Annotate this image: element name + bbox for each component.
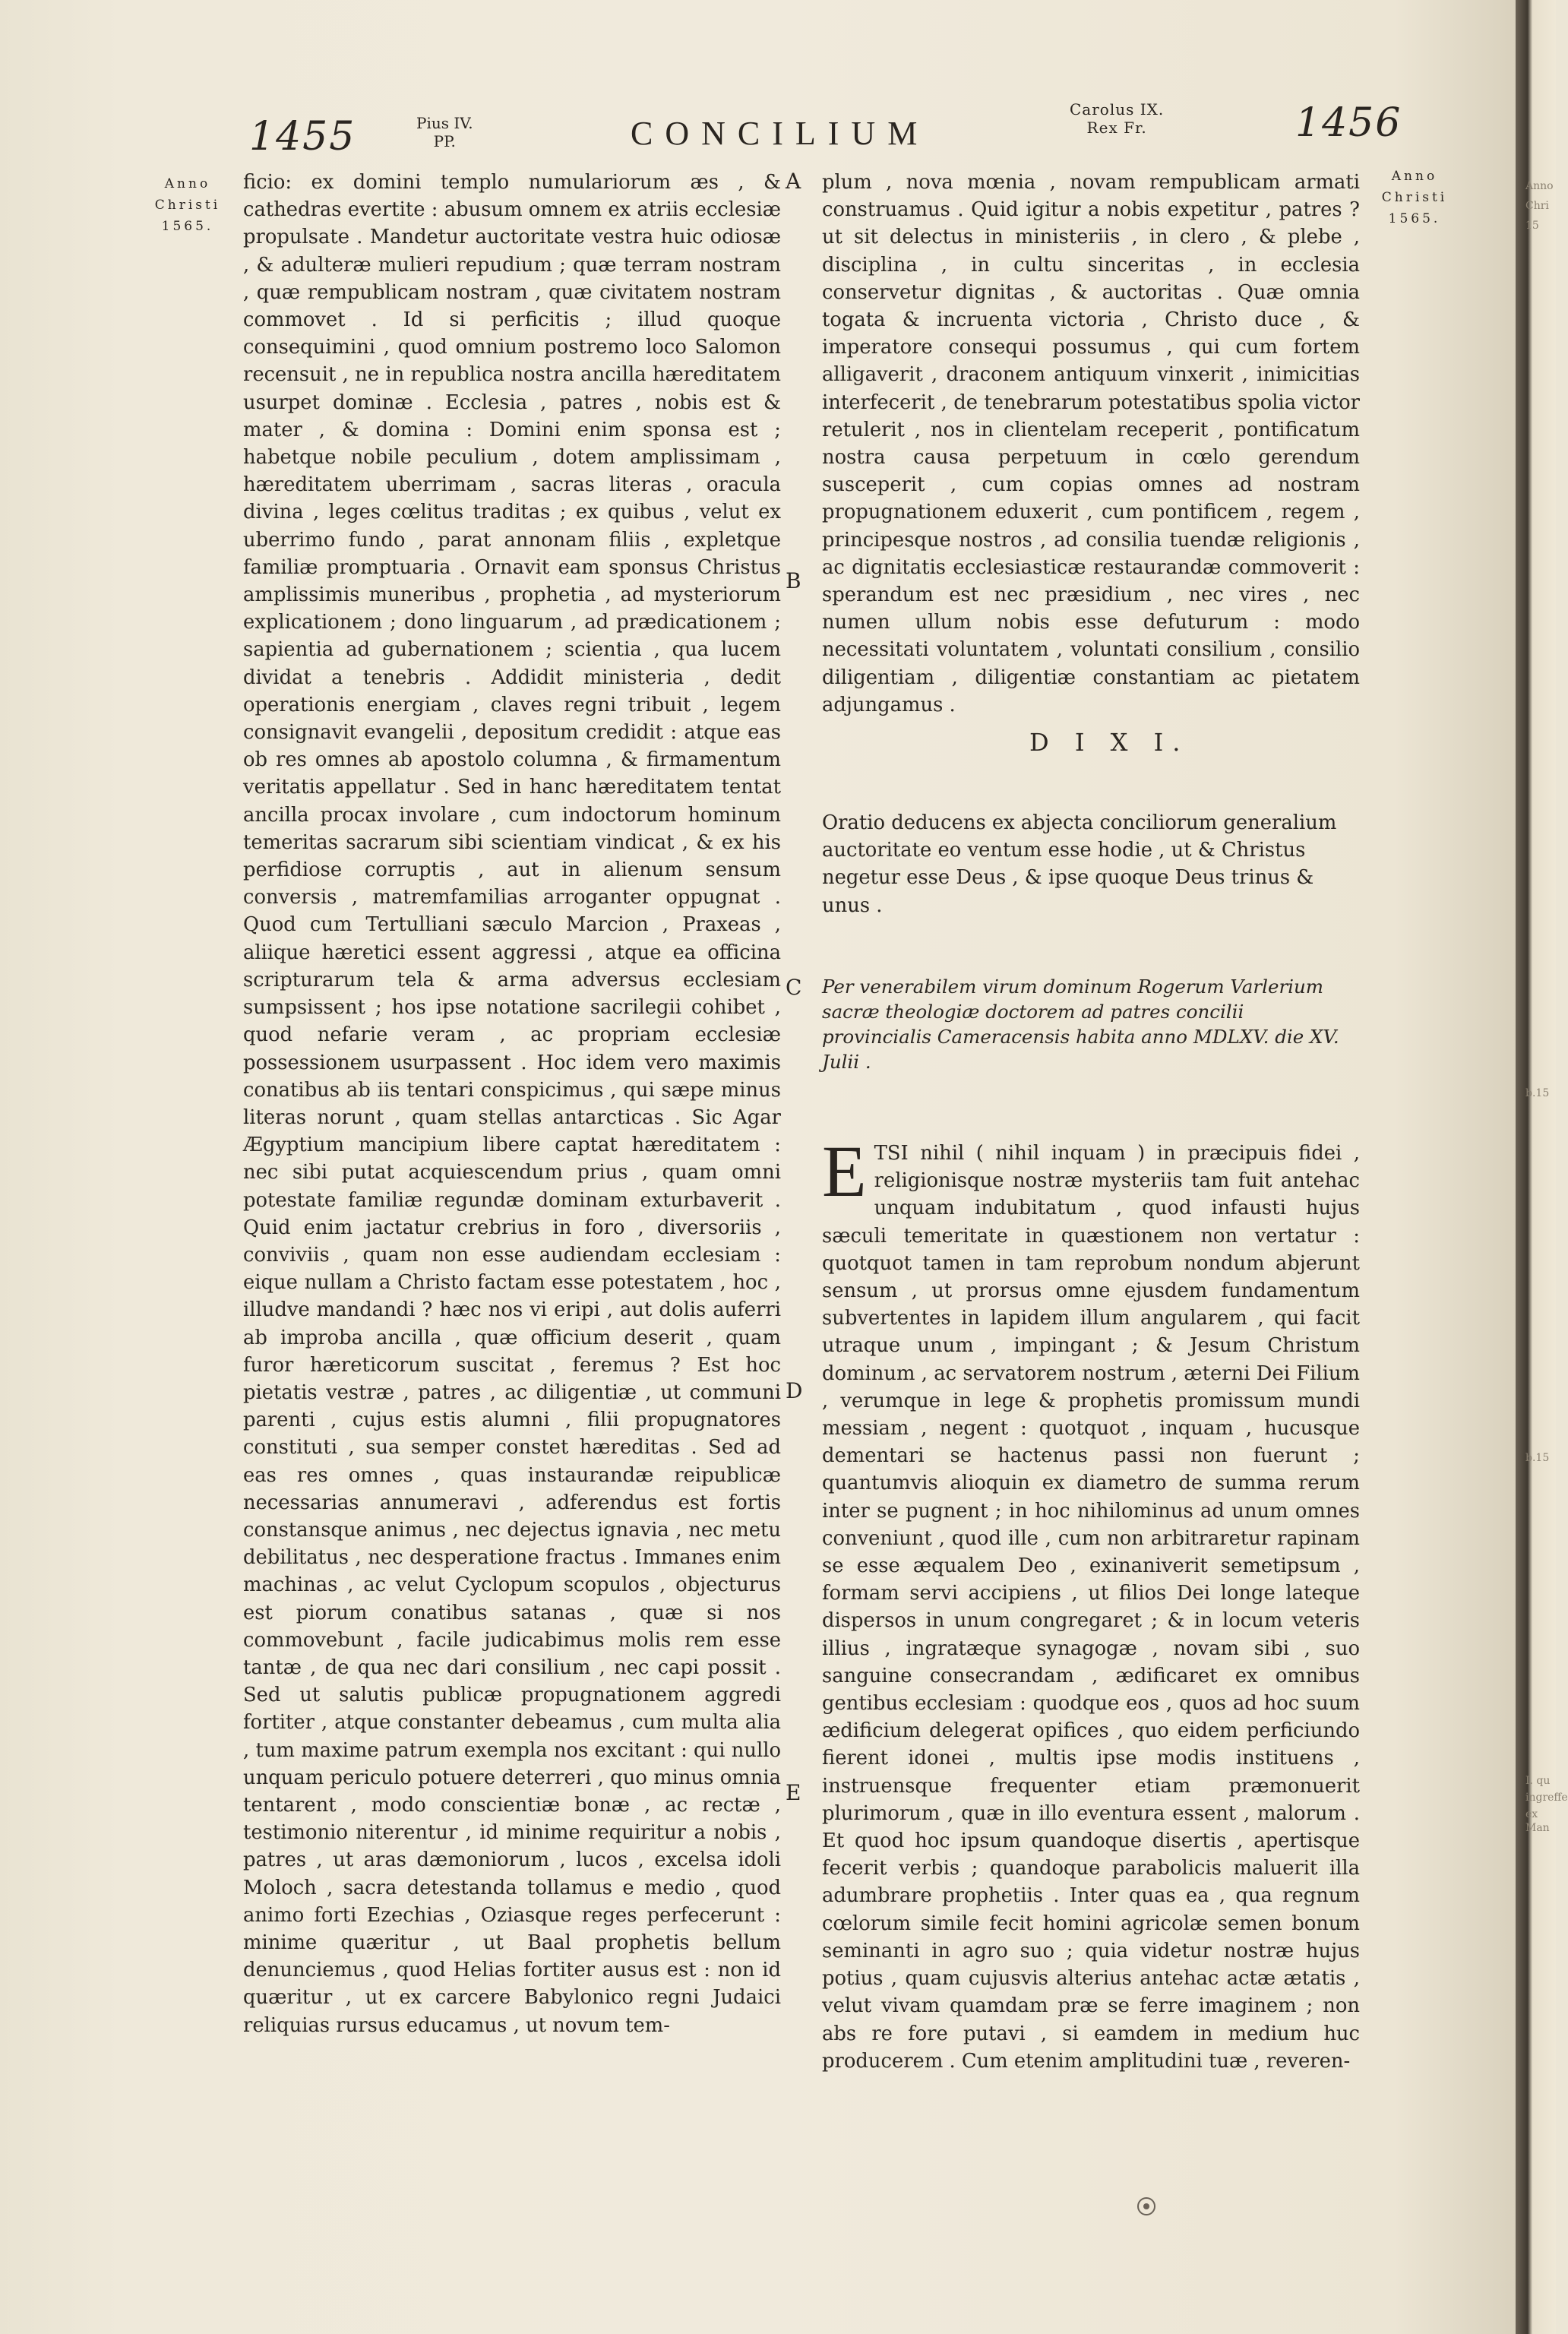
oration-summary: Oratio deducens ex abjecta conciliorum generalium auctoritate eo ventum esse hodie , ut & Christus negetur esse Deus , & ipse quoque Deus trinus & unus . (822, 811, 1337, 917)
bleed-anno: Anno (1525, 180, 1554, 192)
king-title: Rex Fr. (1086, 119, 1147, 137)
section-marker-e: E (786, 1780, 801, 1805)
section-marker-b: B (786, 568, 801, 593)
bleed-note-2: b.15 (1525, 1452, 1550, 1464)
bleed-year: 15 (1525, 220, 1539, 232)
section-marker-c: C (786, 975, 802, 1000)
margin-note-left (131, 173, 245, 237)
margin-left-anno: Anno (164, 176, 211, 191)
left-column (243, 169, 781, 2039)
oration-body-text: TSI nihil ( nihil inquam ) in præcipuis fidei , religionisque nostræ mysteriis tam fuit antehac unquam indubitatum , quod infausti hujus sæculi temeritate in quæstionem non vertatur : quotquot tamen in tam reprobum nondum abjerunt sensum , ut prorsus omne ejusdem fundamentum subvertentes in lapidem illum angularem , qui facit utraque unum , impingant ; & Jesum Christum dominum , ac servatorem nostrum , æterni Dei Filium , verumque in lege & prophetis promissum mundi messiam , negent : quotquot , inquam , hucusque dementari se hactenus passi non fuerunt ; quantumvis alioquin ex diametro de summa rerum inter se pugnent ; in hoc nihilominus ad unum omnes conveniunt , quod ille , cum non arbitraretur rapinam se esse æqualem Deo , exinaniverit semetipsum , formam servi accipiens , ut filios Dei longe lateque dispersos in unum congregaret ; & in locum veteris illius , ingratæque synagogæ , novam sibi , suo sanguine consecrandam , ædificaret ex omnibus gentibus ecclesiam : quodque eos , quos ad hoc suum ædificium delegerat opifices , quo eidem perficiundo fierent idonei , multis ipse modis instituens , instruensque frequenter etiam præmonuerit plurimorum , quæ in illo eventura essent , malorum . Et quod hoc ipsum quandoque disertis , apertisque fecerit verbis ; quandoque parabolicis maluerit illa adumbrare prophetiis . Inter quas ea , qua regnum cœlorum simile fecit homini agricolæ semen bonum seminanti in agro suo ; quia videtur nostræ hujus potius , quam cujusvis alterius antehac actæ ætatis , velut vivam quamdam præ se ferre imaginem ; non abs re fore putavi , si eamdem in medium huc producerem . Cum etenim amplitudini tuæ , reveren- (822, 1142, 1360, 2073)
dixi-heading: D I X I. (1029, 728, 1190, 757)
running-head-king (1070, 100, 1164, 137)
bleed-note-3: I. qu (1525, 1775, 1551, 1787)
oration-heading: Per venerabilem virum dominum Rogerum Varlerium sacræ theologiæ doctorem ad patres concilii provincialis Cameracensis habita anno MDLXV. die XV. Julii . (822, 976, 1339, 1073)
running-title: CONCILIUM (631, 115, 930, 152)
margin-left-year: 1565. (161, 219, 214, 234)
left-column-text: ficio: ex domini templo numulariorum æs , & cathedras evertite : abusum omnem ex atriis ecclesiæ propulsate . Mandetur auctoritate vestra huic odiosæ , & adulteræ mulieri repudium ; quæ terram nostram , quæ rempublicam nostram , quæ civitatem nostram commovet . Id si perficitis ; illud quoque consequimini , quod omnium postremo loco Salomon recensuit , ne in republica nostra ancilla hæreditatem usurpet dominæ . Ecclesia , patres , nobis est & mater , & domina : Domini enim sponsa est ; habetque nobile peculium , dotem amplissimam , hæreditatem uberrimam , sacras literas , oracula divina , leges cœlitus traditas ; ex quibus , velut ex uberrimo fundo , parat annonam filiis , expletque familiæ promptuaria . Ornavit eam sponsus Christus amplissimis muneribus , prophetia , ad mysteriorum explicationem ; dono linguarum , ad prædicationem ; sapientia ad gubernationem ; scientia , qua lucem dividat a tenebris . Addidit ministeria , dedit operationis energiam , claves regni tribuit , legem consignavit evangelii , depositum credidit : atque eas ob res omnes ab apostolo columna , & firmamentum veritatis appellatur . Sed in hanc hæreditatem tentat ancilla procax involare , cum indoctorum hominum temeritas sacrarum sibi scientiam vindicat , & ex his perfidiose corruptis , aut in alienum sensum conversis , matremfamilias arroganter oppugnat . Quod cum Tertulliani sæculo Marcion , Praxeas , aliique hæretici essent aggressi , atque ea officina scripturarum tela & arma adversus ecclesiam sumpsissent ; hos ipse notatione sacrilegii cohibet , quod nefarie veram , ac propriam ecclesiæ possessionem usurpassent . Hoc idem vero maximis conatibus ab iis tentari conspicimus , qui sæpe minus literas norunt , quam stellas antarcticas . Sic Agar Ægyptium mancipium libere captat hæreditatem : nec sibi putat acquiescendum prius , quam omni potestate familiæ regundæ dominam exturbaverit . Quid enim jactatur crebrius in foro , diversoriis , conviviis , quam non esse audiendam ecclesiam : eique nullam a Christo factam esse potestatem , hoc , illudve mandandi ? hæc nos vi eripi , aut dolis auferri ab improba ancilla , quæ officium deserit , quam furor hæreticorum suscitat , feremus ? Est hoc pietatis vestræ , patres , ac diligentiæ , ut communi parenti , cujus estis alumni , filii propugnatores constituti , sua semper constet hæreditas . Sed ad eas res omnes , quas instaurandæ reipublicæ necessarias annumeravi , adferendus est fortis constansque animus , nec dejectus ignavia , nec metu debilitatus , nec desperatione fractus . Immanes enim machinas , ac velut Cyclopum scopulos , objecturus est piorum conatibus satanas , quæ si nos commovebunt , facile judicabimus molis rem esse tantæ , de qua nec dari consilium , nec capi possit . Sed ut salutis publicæ propugnationem aggredi fortiter , atque constanter debeamus , cum multa alia , tum maxime patrum exempla nos excitant : qui nullo unquam periculo potuere deterreri , quo minus omnia tentarent , modo conscientiæ bonæ , ac rectæ , testimonio niterentur , id minime requiritur a nobis , patres , ut aras dæmoniorum , lucos , excelsa idoli Moloch , sacra detestanda tollamus e medio , quod animo forti Ezechias , Oziasque reges perfecerunt : minime quæritur , ut Baal prophetis bellum denunciemus , quod Helias fortiter ausus est : non id quæritur , ut ex carcere Babylonico regni Judaici reliquias rursus educamus , ut novum tem- (243, 171, 781, 2037)
page-number-left: 1455 (249, 114, 356, 160)
bleed-note-1: b.15 (1525, 1087, 1550, 1099)
margin-right-anno: Anno (1391, 169, 1438, 184)
margin-note-right (1369, 166, 1460, 229)
king-name: Carolus IX. (1070, 100, 1165, 119)
pope-name: Pius IV. (416, 114, 473, 132)
margin-right-christi: Christi (1381, 190, 1448, 205)
right-column-text: plum , nova mœnia , novam rempublicam armati construamus . Quid igitur a nobis expetitur , patres ? ut sit delectus in ministeriis , in clero , & plebe , disciplina , in cultu sinceritas , in ecclesia conservetur dignitas , & auctoritas . Quæ omnia togata & incruenta victoria , Christo duce , & imperatore consequi possumus , qui cum fortem alligaverit , draconem antiquum vinxerit , inimicitias interfecerit , de tenebrarum potestatibus spolia victor retulerit , nos in clientelam receperit , pontificatum nostra causa perpetuum in cœlo gerendum susceperit , cum copias omnes ad nostram propugnationem eduxerit , cum pontificem , regem , principesque nostros , ad consilia tuendæ religionis , ac dignitatis ecclesiasticæ restaurandæ commoverit : sperandum est nec præsidium , nec vires , nec numen ullum nobis esse defuturum : modo necessitati voluntatem , voluntati consilium , consilio diligentiam , diligentiæ constantiam ac pietatem adjungamus . (822, 171, 1360, 716)
page-number-right: 1456 (1295, 100, 1402, 146)
section-marker-d: D (786, 1378, 803, 1403)
right-column-top (822, 169, 1360, 719)
book-binding (1516, 0, 1556, 2334)
running-head-pope (416, 114, 473, 150)
margin-right-year: 1565. (1388, 211, 1441, 226)
section-marker-a: A (786, 169, 801, 194)
bleed-note-4: ingreffe (1525, 1792, 1568, 1804)
ornament-icon (1137, 2197, 1155, 2215)
bleed-note-5: ex Man (1525, 1808, 1550, 1834)
margin-left-christi: Christi (154, 198, 221, 213)
bleed-christi: Chri (1525, 200, 1549, 212)
drop-capital: E (822, 1131, 867, 1212)
pope-title: PP. (433, 132, 456, 150)
oration-body (822, 1131, 1360, 2075)
